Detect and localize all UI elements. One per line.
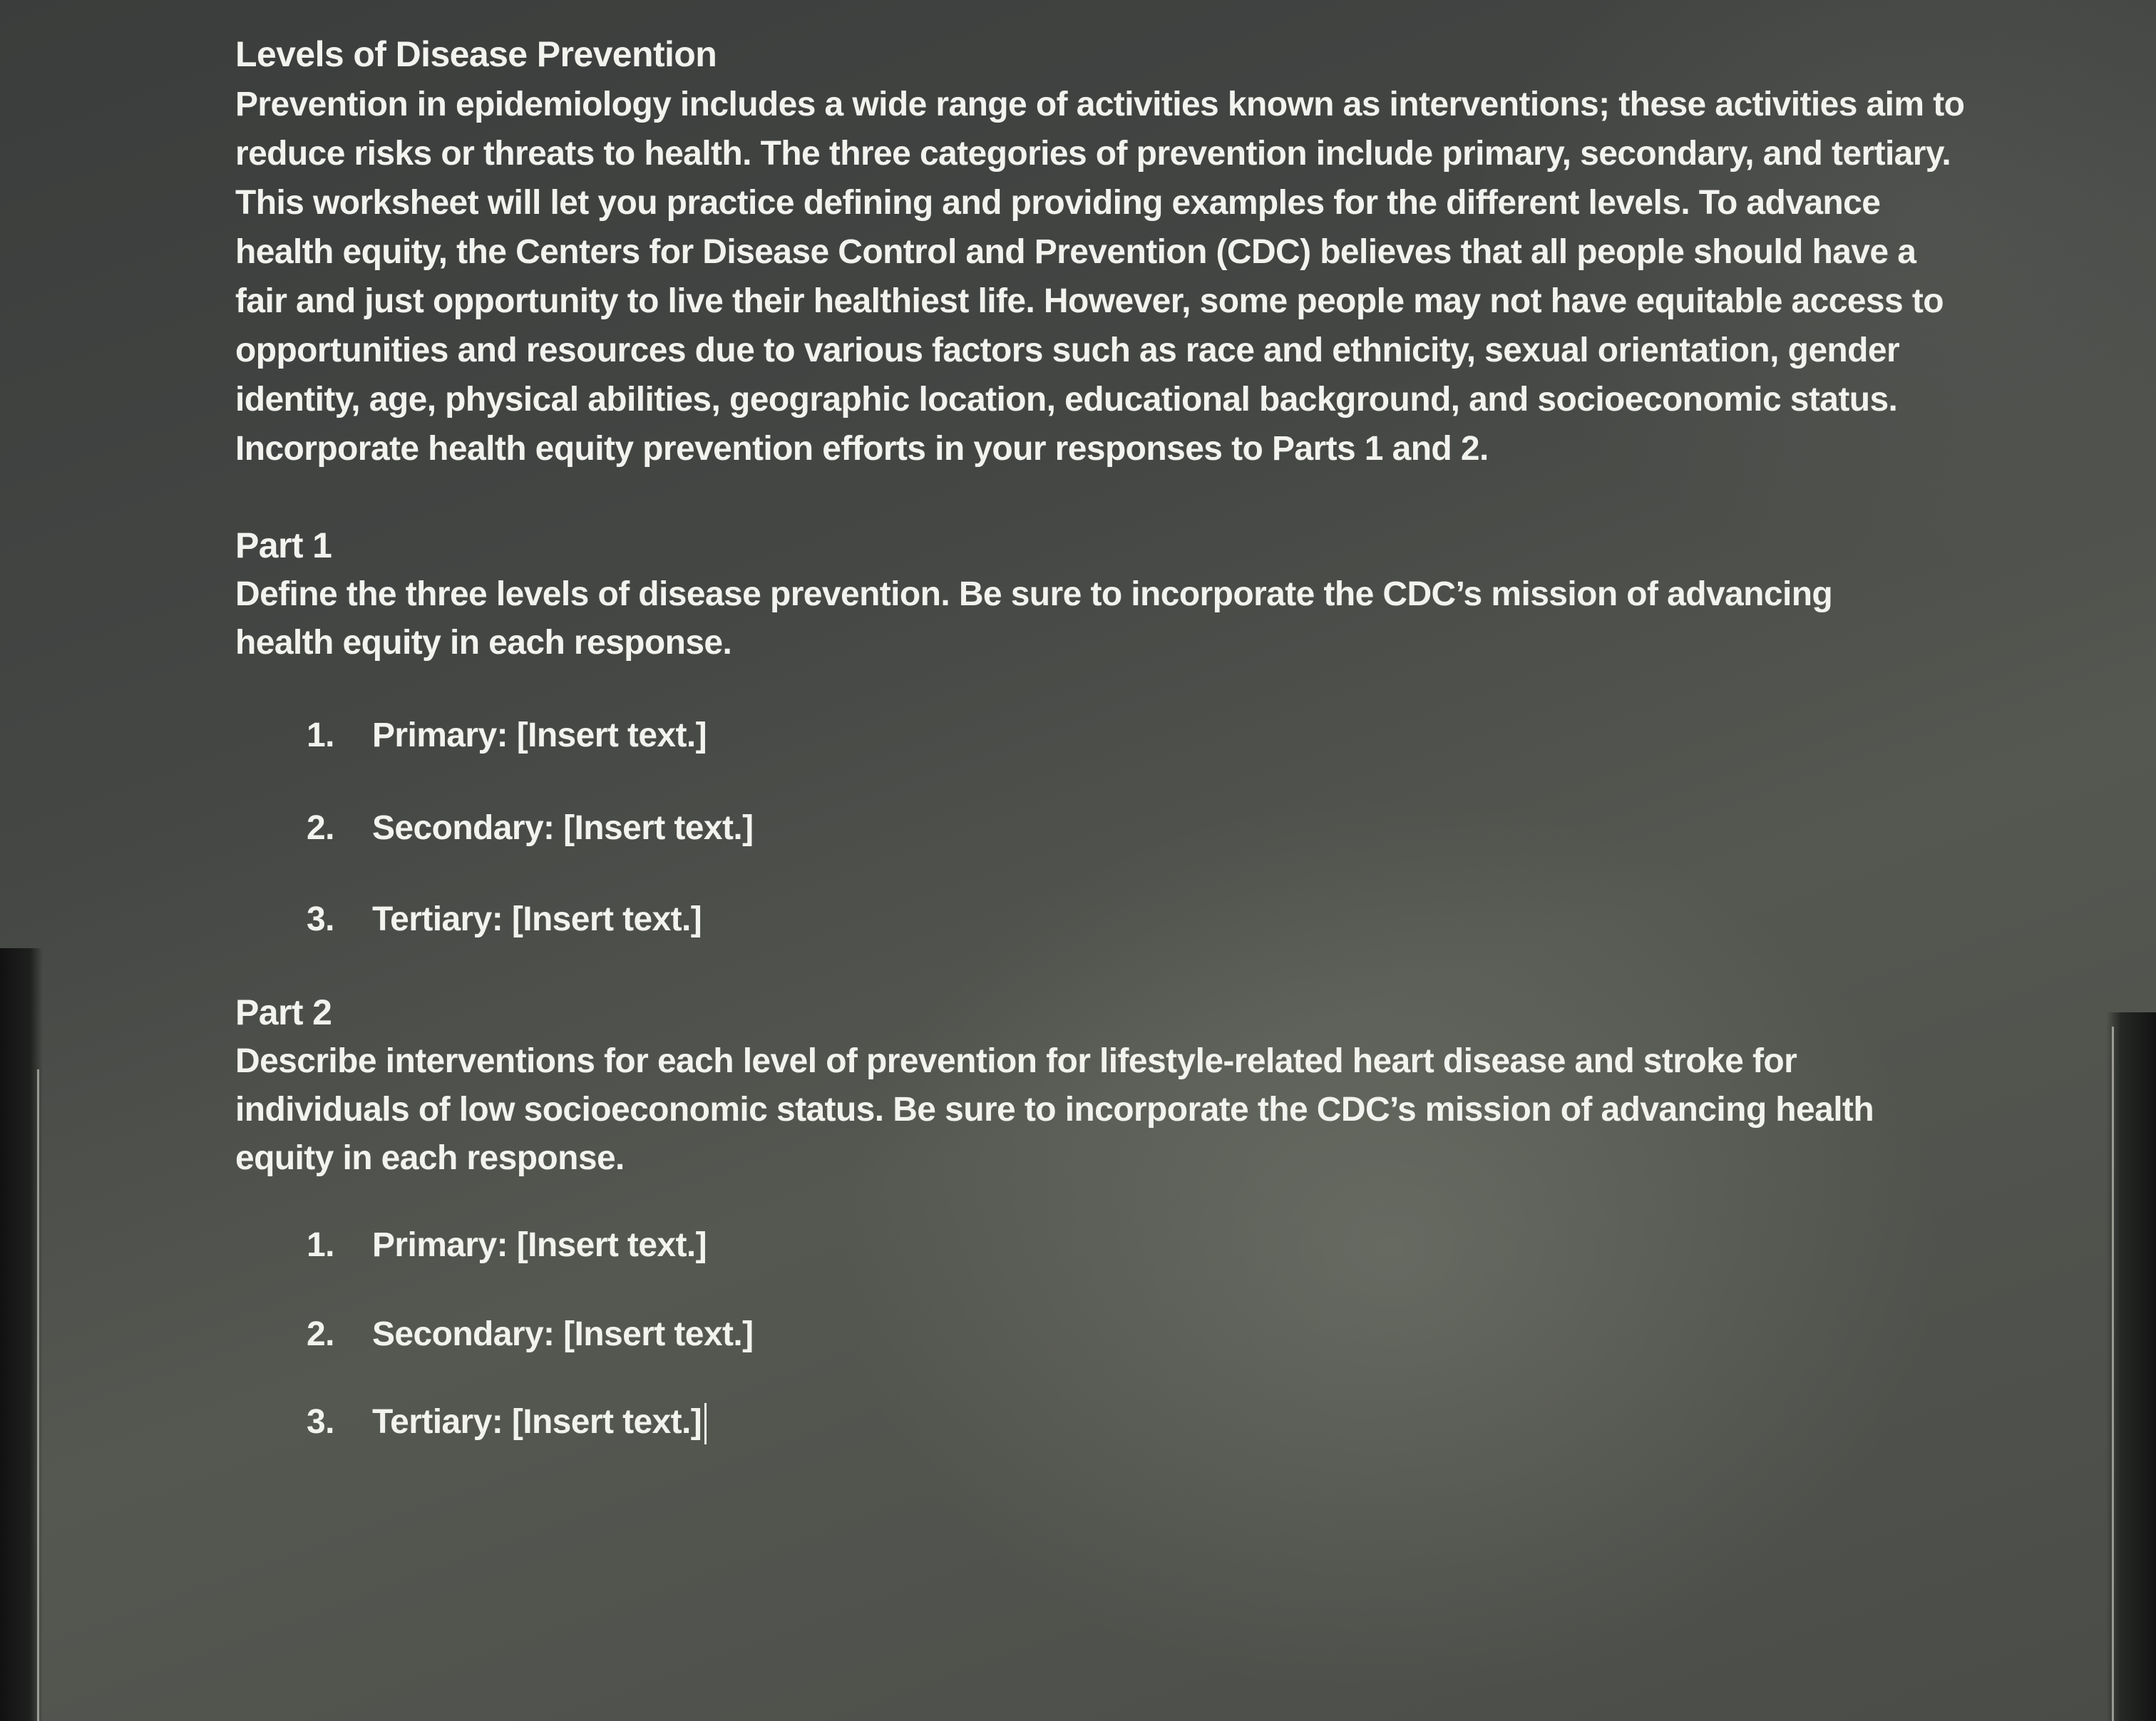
page-edge-right: [2112, 1027, 2114, 1721]
list-item-text: Primary: [Insert text.]: [372, 716, 707, 754]
part-1-prompt: Define the three levels of disease prevention. Be sure to incorporate the CDC’s mission of advancing health equity in each response.: [235, 575, 1833, 662]
part-1-item-tertiary[interactable]: [307, 897, 702, 942]
list-number: 1.: [307, 1226, 334, 1264]
list-item-text: Primary: [Insert text.]: [372, 1226, 707, 1264]
list-number: 3.: [307, 900, 334, 938]
text-cursor: [704, 1403, 707, 1444]
part-1-heading: Part 1: [235, 525, 332, 565]
part-2-prompt: Describe interventions for each level of prevention for lifestyle-related heart disease and stroke for individuals of low socioeconomic status. Be sure to incorporate the CDC’s mission of advancing health equity in each response.: [235, 1042, 1874, 1177]
list-item-text: Secondary: [Insert text.]: [372, 809, 754, 847]
part-2-item-primary[interactable]: [307, 1223, 707, 1268]
intro-paragraph: Prevention in epidemiology includes a wide range of activities known as interventions; these activities aim to reduce risks or threats to health. The three categories of prevention include primary, secondary, and tertiary. This worksheet will let you practice defining and providing examples for the different levels. To advance health equity, the Centers for Disease Control and Prevention (CDC) believes that all people should have a fair and just opportunity to live their healthiest life. However, some people may not have equitable access to opportunities and resources due to various factors such as race and ethnicity, sexual orientation, gender identity, age, physical abilities, geographic location, educational background, and socioeconomic status. Incorporate health equity prevention efforts in your responses to Parts 1 and 2.: [235, 86, 1965, 468]
part-1-item-primary[interactable]: [307, 713, 707, 759]
list-number: 2.: [307, 809, 334, 847]
document-title: Levels of Disease Prevention: [235, 34, 717, 74]
document-body[interactable]: [235, 29, 1975, 1441]
list-item-text: Tertiary: [Insert text.]: [372, 900, 702, 938]
list-item-text: Tertiary: [Insert text.]: [372, 1403, 702, 1441]
monitor-bezel-left: [0, 948, 43, 1721]
part-2-item-secondary[interactable]: [307, 1312, 753, 1357]
list-number: 2.: [307, 1315, 334, 1353]
part-2-section: [235, 987, 1975, 1441]
list-item-text: Secondary: [Insert text.]: [372, 1315, 754, 1353]
part-1-item-secondary[interactable]: [307, 806, 753, 851]
list-number: 1.: [307, 716, 334, 754]
part-2-item-tertiary[interactable]: [307, 1399, 707, 1445]
part-2-heading: Part 2: [235, 992, 332, 1032]
part-1-section: [235, 520, 1975, 938]
page-edge-left: [37, 1069, 39, 1721]
list-number: 3.: [307, 1403, 334, 1441]
